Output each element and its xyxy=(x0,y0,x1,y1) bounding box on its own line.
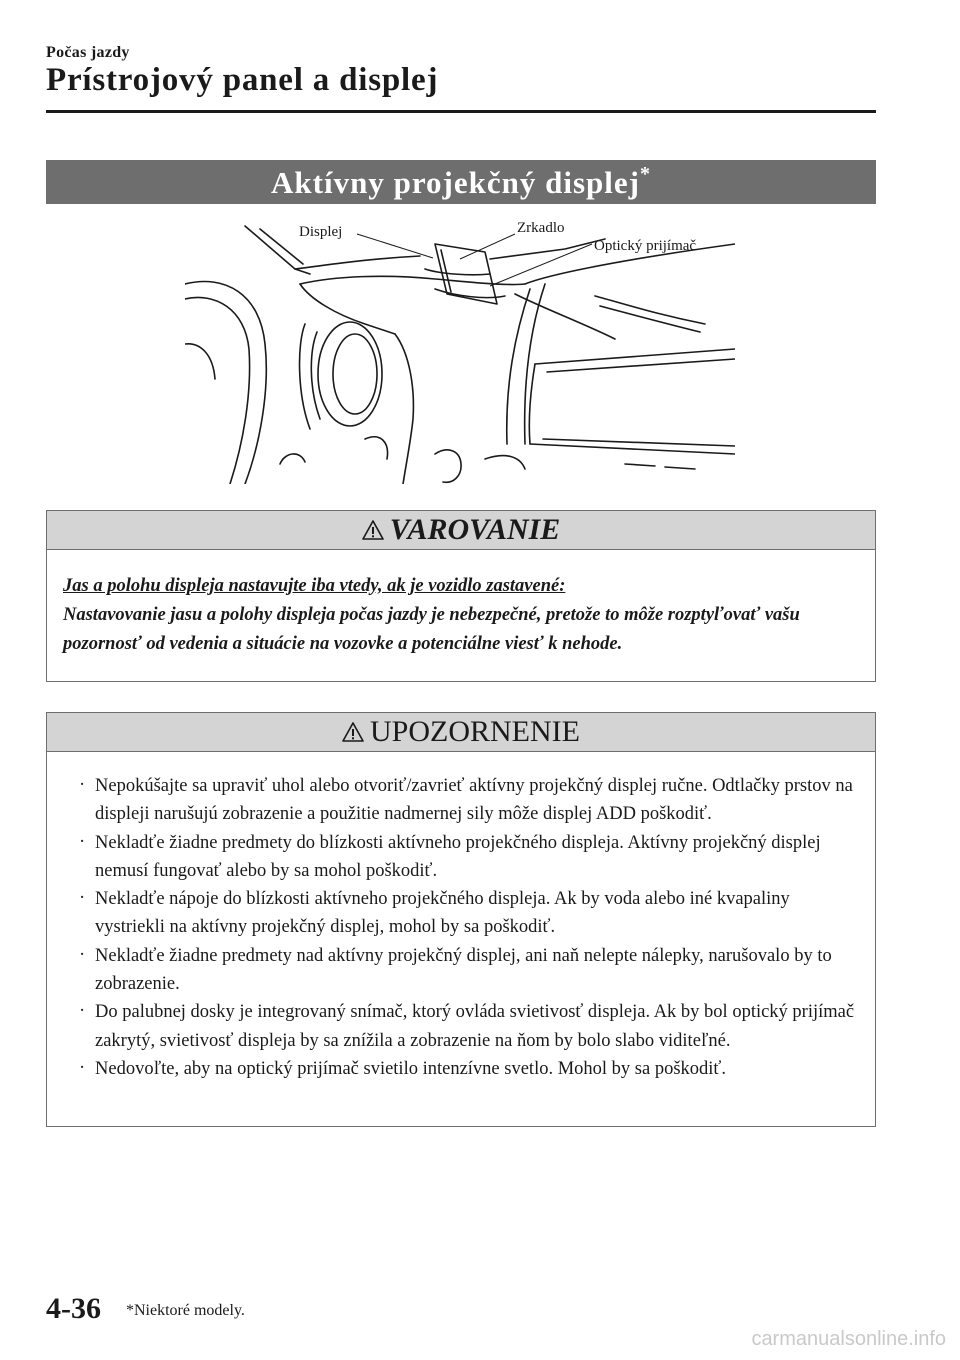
list-item-text: Nepokúšajte sa upraviť uhol alebo otvoriť/zavrieť aktívny projekčný displej ručne. Odtlačky prstov na displeji narušujú zobrazenie a použitie nadmernej sily môže displej ADD poškodiť. xyxy=(95,776,853,825)
warning-text xyxy=(47,550,875,659)
warning-header xyxy=(47,511,875,550)
label-mirror: Zrkadlo xyxy=(517,220,565,236)
warning-description: Nastavovanie jasu a polohy displeja počas jazdy je nebezpečné, pretože to môže rozptyľovať vašu pozornosť od vedenia a situácie na vozovke a potenciálne viesť k nehode. xyxy=(63,605,800,654)
bullet: · xyxy=(79,1057,86,1078)
breadcrumb: Počas jazdy xyxy=(46,44,130,61)
list-item-text: Nekladťe žiadne predmety nad aktívny projekčný displej, ani naň nelepte nálepky, narušovalo by to zobrazenie. xyxy=(95,945,832,995)
list-item-text: Nedovoľte, aby na optický prijímač svietilo intenzívne svetlo. Mohol by sa poškodiť. xyxy=(95,1058,726,1079)
warning-lead: Jas a polohu displeja nastavujte iba vtedy, ak je vozidlo zastavené: xyxy=(63,576,566,596)
caution-header xyxy=(47,713,875,752)
bullet: · xyxy=(79,831,86,852)
caution-title: UPOZORNENIE xyxy=(370,715,580,748)
warning-title: VAROVANIE xyxy=(389,513,561,546)
section-heading xyxy=(46,160,876,204)
list-item-text: Nekladťe žiadne predmety do blízkosti aktívneho projekčného displeja. Aktívny projekčný displej nemusí fungovať alebo by sa mohol poškodiť. xyxy=(95,832,821,881)
page-number: 4-36 xyxy=(46,1292,101,1325)
section-heading-text: Aktívny projekčný displej xyxy=(271,165,640,200)
list-item xyxy=(71,998,861,1055)
label-display: Displej xyxy=(299,224,343,240)
bullet: · xyxy=(79,775,86,795)
label-optical-sensor: Optický prijímač xyxy=(594,238,697,254)
caution-box xyxy=(46,712,876,1127)
list-item xyxy=(71,772,861,829)
watermark: carmanualsonline.info xyxy=(751,1328,946,1350)
list-item-text: Nekladťe nápoje do blízkosti aktívneho projekčného displeja. Ak by voda alebo iné kvapaliny vystriekli na aktívny projekčný displej, mohol by sa poškodiť. xyxy=(95,889,790,938)
list-item xyxy=(71,885,861,942)
page-title: Prístrojový panel a displej xyxy=(46,62,439,98)
warning-triangle-icon xyxy=(342,722,364,742)
bullet: · xyxy=(79,888,86,909)
bullet: · xyxy=(79,944,86,965)
warning-triangle-icon xyxy=(362,520,384,540)
warning-box xyxy=(46,510,876,682)
bullet: · xyxy=(79,1001,86,1022)
title-divider xyxy=(46,110,876,113)
list-item-text: Do palubnej dosky je integrovaný snímač, ktorý ovláda svietivosť displeja. Ak by bol optický prijímač zakrytý, svietivosť displeja by sa znížila a zobrazenie na ňom by bolo slabo viditeľné. xyxy=(95,1002,855,1051)
list-item xyxy=(71,942,861,999)
list-item xyxy=(71,1055,861,1083)
list-item xyxy=(71,829,861,886)
dashboard-illustration xyxy=(185,214,735,484)
caution-list xyxy=(47,752,875,1083)
footnote: *Niektoré modely. xyxy=(126,1302,245,1319)
footnote-marker: * xyxy=(639,163,651,185)
